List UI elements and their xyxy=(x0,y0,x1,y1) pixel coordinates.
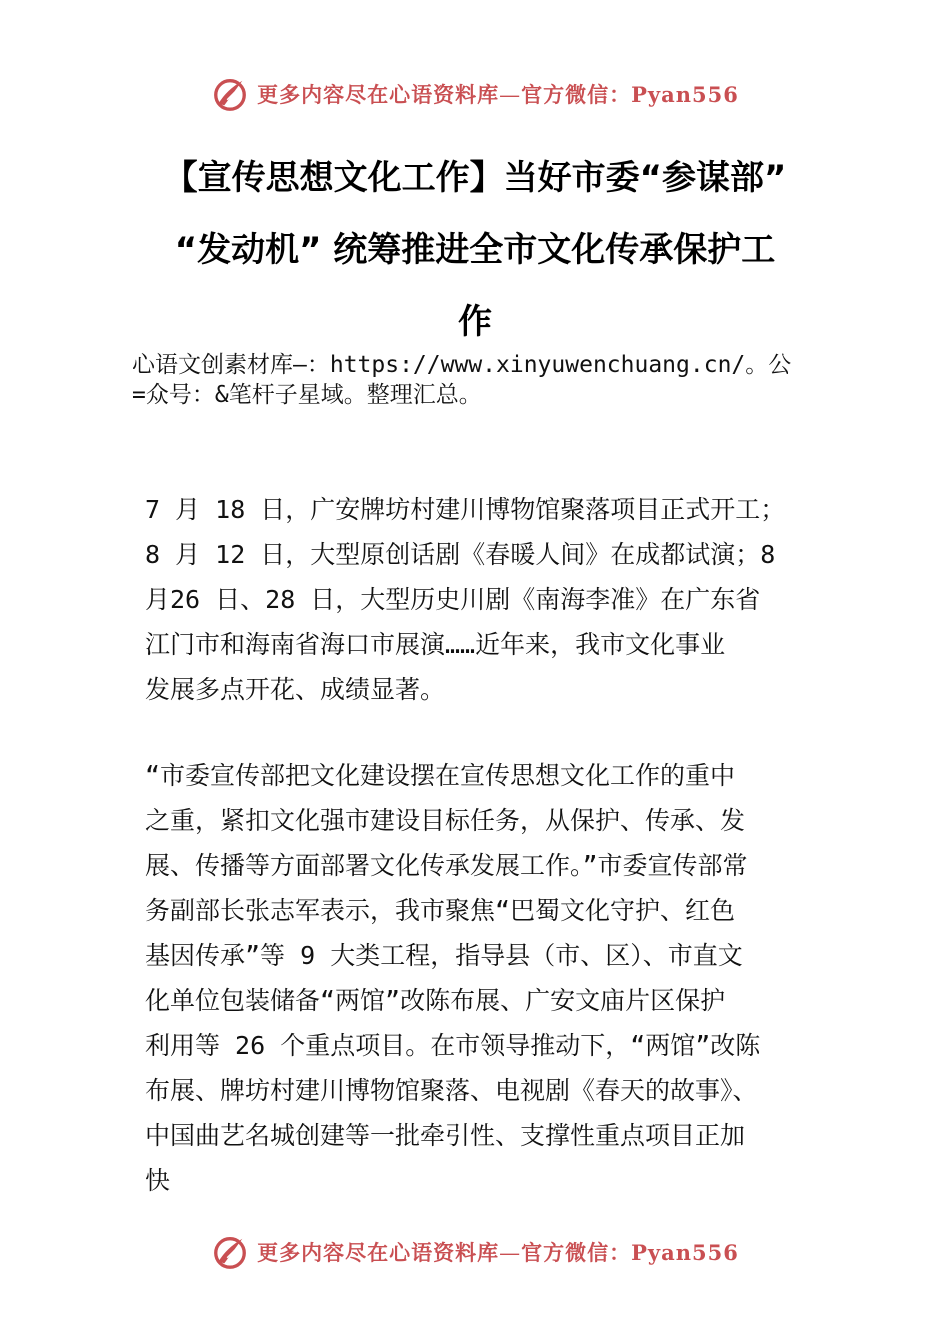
banner-separator: — xyxy=(499,1241,522,1265)
text-line: 快 xyxy=(145,1166,171,1195)
banner-wechat-label: 官方微信： xyxy=(521,1240,632,1265)
text-line: 基因传承”等 9 大类工程，指导县（市、区）、市直文 xyxy=(145,941,743,970)
text-line: 发展多点开花、成绩显著。 xyxy=(145,675,446,704)
source-line: =众号：&笔杆子星域。整理汇总。 xyxy=(132,382,482,408)
banner-slogan xyxy=(257,1237,739,1267)
brush-logo-icon xyxy=(211,1233,249,1271)
paragraph-1 xyxy=(145,487,815,712)
brush-logo-icon xyxy=(211,75,249,113)
title-line: 作 xyxy=(458,302,492,342)
text-line: 之重，紧扣文化强市建设目标任务，从保护、传承、发 xyxy=(145,806,746,835)
text-line: 月26 日、28 日，大型历史川剧《南海李准》在广东省 xyxy=(145,585,761,614)
paragraph-2 xyxy=(145,753,815,1203)
banner-wechat-id: Pyan556 xyxy=(631,1240,739,1265)
text-line: 江门市和海南省海口市展演……近年来，我市文化事业 xyxy=(145,630,726,659)
text-line: 展、传播等方面部署文化传承发展工作。”市委宣传部常 xyxy=(145,851,748,880)
text-line: 利用等 26 个重点项目。在市领导推动下，“两馆”改陈 xyxy=(145,1031,761,1060)
text-line: 化单位包装储备“两馆”改陈布展、广安文庙片区保护 xyxy=(145,986,726,1015)
banner-separator: — xyxy=(499,83,522,107)
title-line: “发动机” 统筹推进全市文化传承保护工 xyxy=(174,230,776,270)
page-title xyxy=(130,142,820,358)
banner-wechat-label: 官方微信： xyxy=(521,82,632,107)
title-line: 【宣传思想文化工作】当好市委“参谋部” xyxy=(163,158,787,198)
text-line: 8 月 12 日，大型原创话剧《春暖人间》在成都试演；8 xyxy=(145,540,776,569)
banner-slogan xyxy=(257,79,739,109)
source-note xyxy=(132,350,844,410)
text-line: 中国曲艺名城创建等一批牵引性、支撑性重点项目正加 xyxy=(145,1121,746,1150)
banner-main-text: 更多内容尽在心语资料库 xyxy=(257,1240,500,1265)
text-line: 务副部长张志军表示，我市聚焦“巴蜀文化守护、红色 xyxy=(145,896,736,925)
text-line: “市委宣传部把文化建设摆在宣传思想文化工作的重中 xyxy=(145,761,736,790)
text-line: 7 月 18 日，广安牌坊村建川博物馆聚落项目正式开工； xyxy=(145,495,786,524)
banner-wechat-id: Pyan556 xyxy=(631,82,739,107)
header-banner xyxy=(0,70,950,118)
footer-banner xyxy=(0,1228,950,1276)
text-line: 布展、牌坊村建川博物馆聚落、电视剧《春天的故事》、 xyxy=(145,1076,758,1105)
banner-main-text: 更多内容尽在心语资料库 xyxy=(257,82,500,107)
source-line: 心语文创素材库—：https://www.xinyuwenchuang.cn/。公 xyxy=(132,352,792,378)
